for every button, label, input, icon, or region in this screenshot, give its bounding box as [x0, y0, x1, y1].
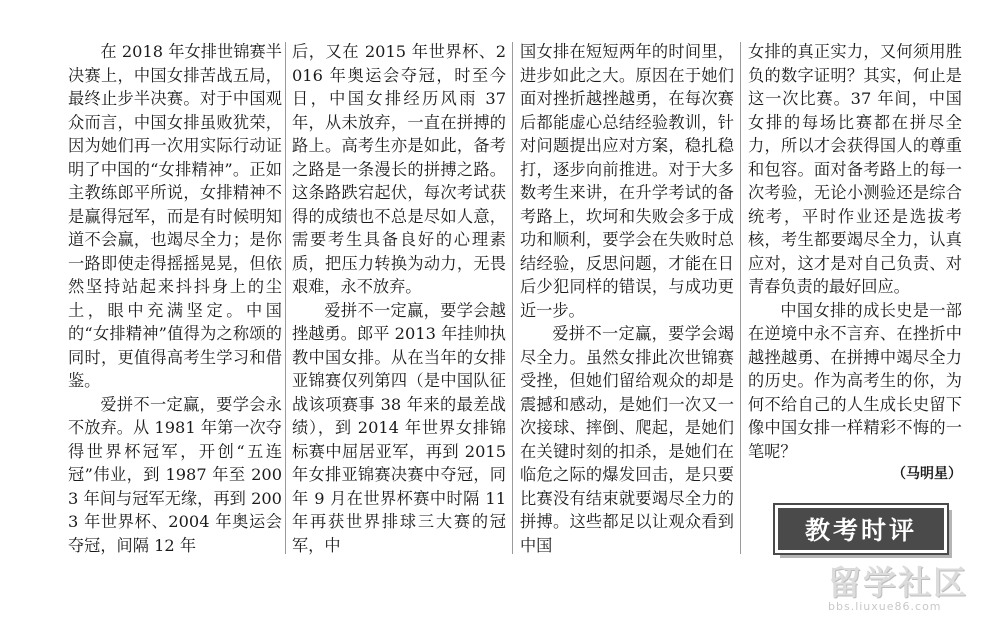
column-divider [740, 42, 741, 554]
paragraph-continued: 女排的真正实力，又何须用胜负的数字证明？其实，何止是这一次比赛。37 年间，中国女排的每场比赛都在拼尽全力，所以才会获得国人的尊重和包容。面对备考路上的每一次考验，无论小测验还是综合统考，平时作业还是选拔考核，考生都要竭尽全力，认真应对，这才是对自己负责、对青春负责的最好回应。 [748, 42, 962, 296]
watermark-logo: 留学社区 [828, 563, 968, 602]
column-divider [512, 42, 513, 554]
paragraph-continued: 国女排在短短两年的时间里，进步如此之大。原因在于她们面对挫折越挫越勇，在每次赛后都能虚心总结经验教训，针对问题提出应对方案，稳扎稳打，逐步向前推进。对于大多数考生来讲，在升学考试的备考路上，坎坷和失败会多于成功和顺利，要学会在失败时总结经验，反思问题，才能在日后少犯同样的错误，与成功更近一步。 [520, 42, 734, 320]
article-column-1 [68, 40, 282, 557]
article-column-4 [748, 40, 962, 487]
column-divider [285, 42, 286, 554]
paragraph: 爱拼不一定赢，要学会竭尽全力。虽然女排此次世锦赛受挫，但她们留给观众的却是震撼和感动，是她们一次又一次接球、摔倒、爬起，是她们在关键时刻的扣杀，是她们在临危之际的爆发回击，是只要比赛没有结束就要竭尽全力的拼搏。这些都足以让观众看到中国 [520, 324, 734, 555]
article-column-3 [520, 40, 734, 557]
section-badge: 教考时评 [775, 505, 947, 553]
paragraph: 爱拼不一定赢，要学会越挫越勇。郎平 2013 年挂帅执教中国女排。从在当年的女排亚锦赛仅列第四（是中国队征战该项赛事 38 年来的最差战绩），到 2014 年世界女排锦标赛中屈居亚军，再到 2015 年女排亚锦赛决赛中夺冠，同年 9 月在世界杯赛中时隔 11 年再获世界排球三大赛的冠军，中 [292, 300, 506, 555]
paragraph: 在 2018 年女排世锦赛半决赛上，中国女排苦战五局，最终止步半决赛。对于中国观众而言，中国女排虽败犹荣，因为她们再一次用实际行动证明了中国的“女排精神”。正如主教练郎平所说，女排精神不是赢得冠军，而是有时候明知道不会赢，也竭尽全力；是你一路即使走得摇摇晃晃，但依然坚持站起来抖抖身上的尘土，眼中充满坚定。中国的“女排精神”值得为之称颂的同时，更值得高考生学习和借鉴。 [68, 42, 282, 390]
paragraph: 中国女排的成长史是一部在逆境中永不言弃、在挫折中越挫越勇、在拼搏中竭尽全力的历史。作为高考生的你，为何不给自己的人生成长史留下像中国女排一样精彩不悔的一笔呢？ [748, 300, 962, 461]
article-column-2 [292, 40, 506, 557]
watermark [828, 557, 998, 617]
paragraph: 爱拼不一定赢，要学会永不放弃。从 1981 年第一次夺得世界杯冠军，开创“五连冠”伟业，到 1987 年至 2003 年间与冠军无缘，再到 2003 年世界杯、2004 年奥运会夺冠，间隔 12 年 [68, 394, 282, 555]
watermark-url: bbs.liuxue86.com [828, 600, 942, 613]
paragraph-continued: 后，又在 2015 年世界杯、2016 年奥运会夺冠，时至今日，中国女排经历风雨 37 年，从未放弃，一直在拼搏的路上。高考生亦是如此，备考之路是一条漫长的拼搏之路。这条路跌宕起伏，每次考试获得的成绩也不总是尽如人意，需要考生具备良好的心理素质，把压力转换为动力，无畏艰难，永不放弃。 [292, 42, 506, 296]
author-byline: （马明星） [892, 466, 962, 482]
